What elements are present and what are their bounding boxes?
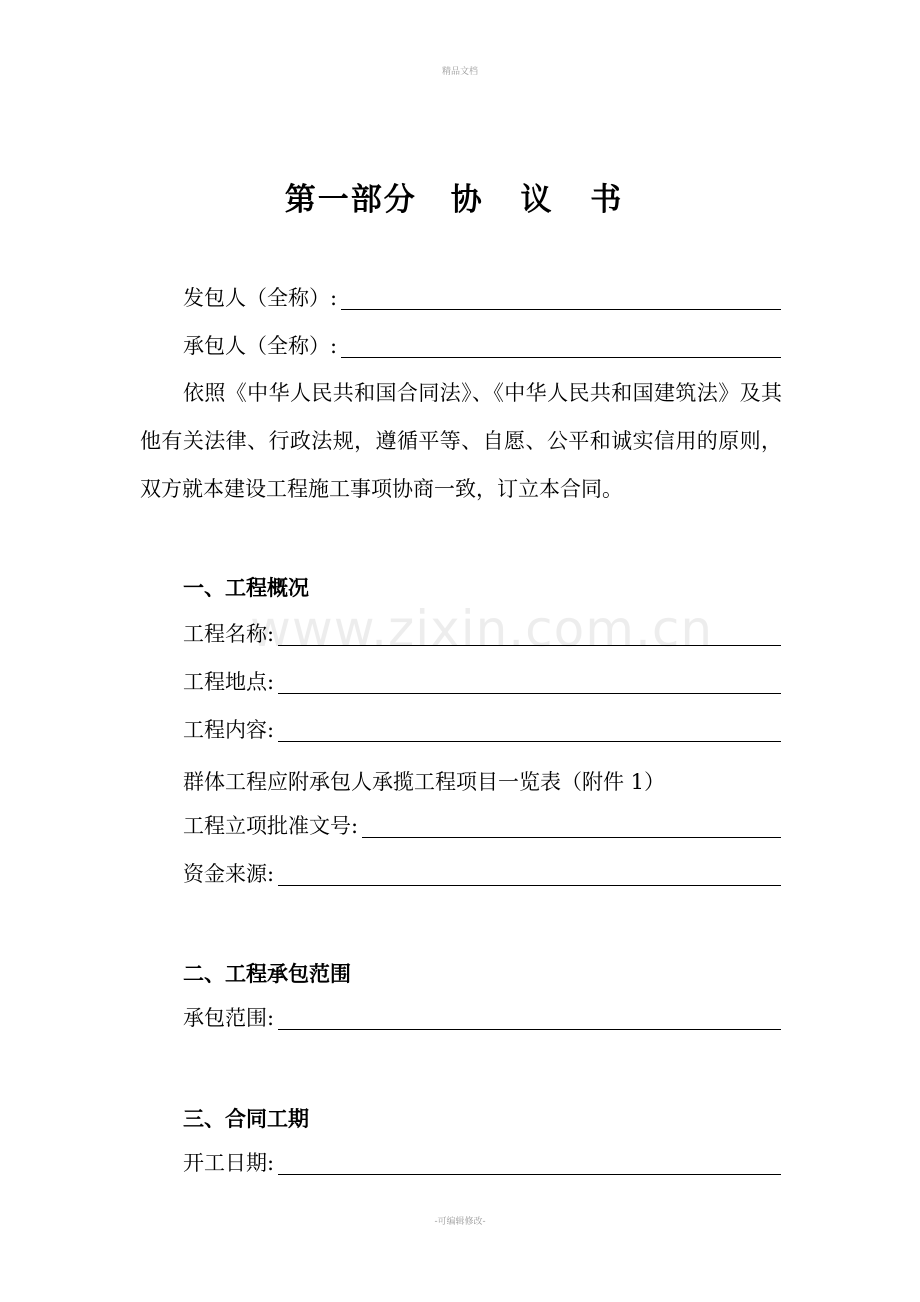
contractor-label: 承包人（全称）: xyxy=(183,334,338,358)
start-date-blank[interactable] xyxy=(278,1152,781,1175)
section1-heading: 一、工程概况 xyxy=(183,576,309,600)
scope-field xyxy=(183,1000,781,1034)
start-date-label: 开工日期: xyxy=(183,1151,275,1175)
footer-mark: -可编辑修改- xyxy=(434,1217,486,1227)
approval-number-label: 工程立项批准文号: xyxy=(183,814,359,838)
watermark: www.zixin.com.cn xyxy=(250,600,714,658)
project-name-blank[interactable] xyxy=(278,623,781,646)
project-name-label: 工程名称: xyxy=(183,622,275,646)
page-title xyxy=(0,174,920,219)
project-location-field xyxy=(183,664,781,698)
funding-source-label: 资金来源: xyxy=(183,862,275,886)
funding-source-blank[interactable] xyxy=(278,863,781,886)
funding-source-field xyxy=(183,856,781,890)
intro-paragraph: 依照《中华人民共和国合同法》、《中华人民共和国建筑法》及其他有关法律、行政法规，遵循平等、自愿、公平和诚实信用的原则，双方就本建设工程施工事项协商一致，订立本合同。 xyxy=(140,381,782,501)
project-content-field xyxy=(183,712,781,746)
contractor-field xyxy=(183,328,781,362)
project-content-blank[interactable] xyxy=(278,719,781,742)
approval-number-field xyxy=(183,808,781,842)
approval-number-blank[interactable] xyxy=(362,815,781,838)
project-content-label: 工程内容: xyxy=(183,718,275,742)
group-project-note: 群体工程应附承包人承揽工程项目一览表（附件 1） xyxy=(183,770,666,794)
project-name-field xyxy=(183,616,781,650)
project-location-blank[interactable] xyxy=(278,671,781,694)
title-name: 协 议 书 xyxy=(450,182,636,218)
employer-blank[interactable] xyxy=(341,287,781,310)
scope-label: 承包范围: xyxy=(183,1006,275,1030)
employer-label: 发包人（全称）: xyxy=(183,286,338,310)
contractor-blank[interactable] xyxy=(341,335,781,358)
title-part: 第一部分 xyxy=(284,182,417,218)
employer-field xyxy=(183,280,781,314)
project-location-label: 工程地点: xyxy=(183,670,275,694)
section3-heading: 三、合同工期 xyxy=(183,1107,309,1131)
section2-heading: 二、工程承包范围 xyxy=(183,962,351,986)
start-date-field xyxy=(183,1145,781,1179)
header-mark: 精品文档 xyxy=(441,67,478,77)
scope-blank[interactable] xyxy=(278,1007,781,1030)
